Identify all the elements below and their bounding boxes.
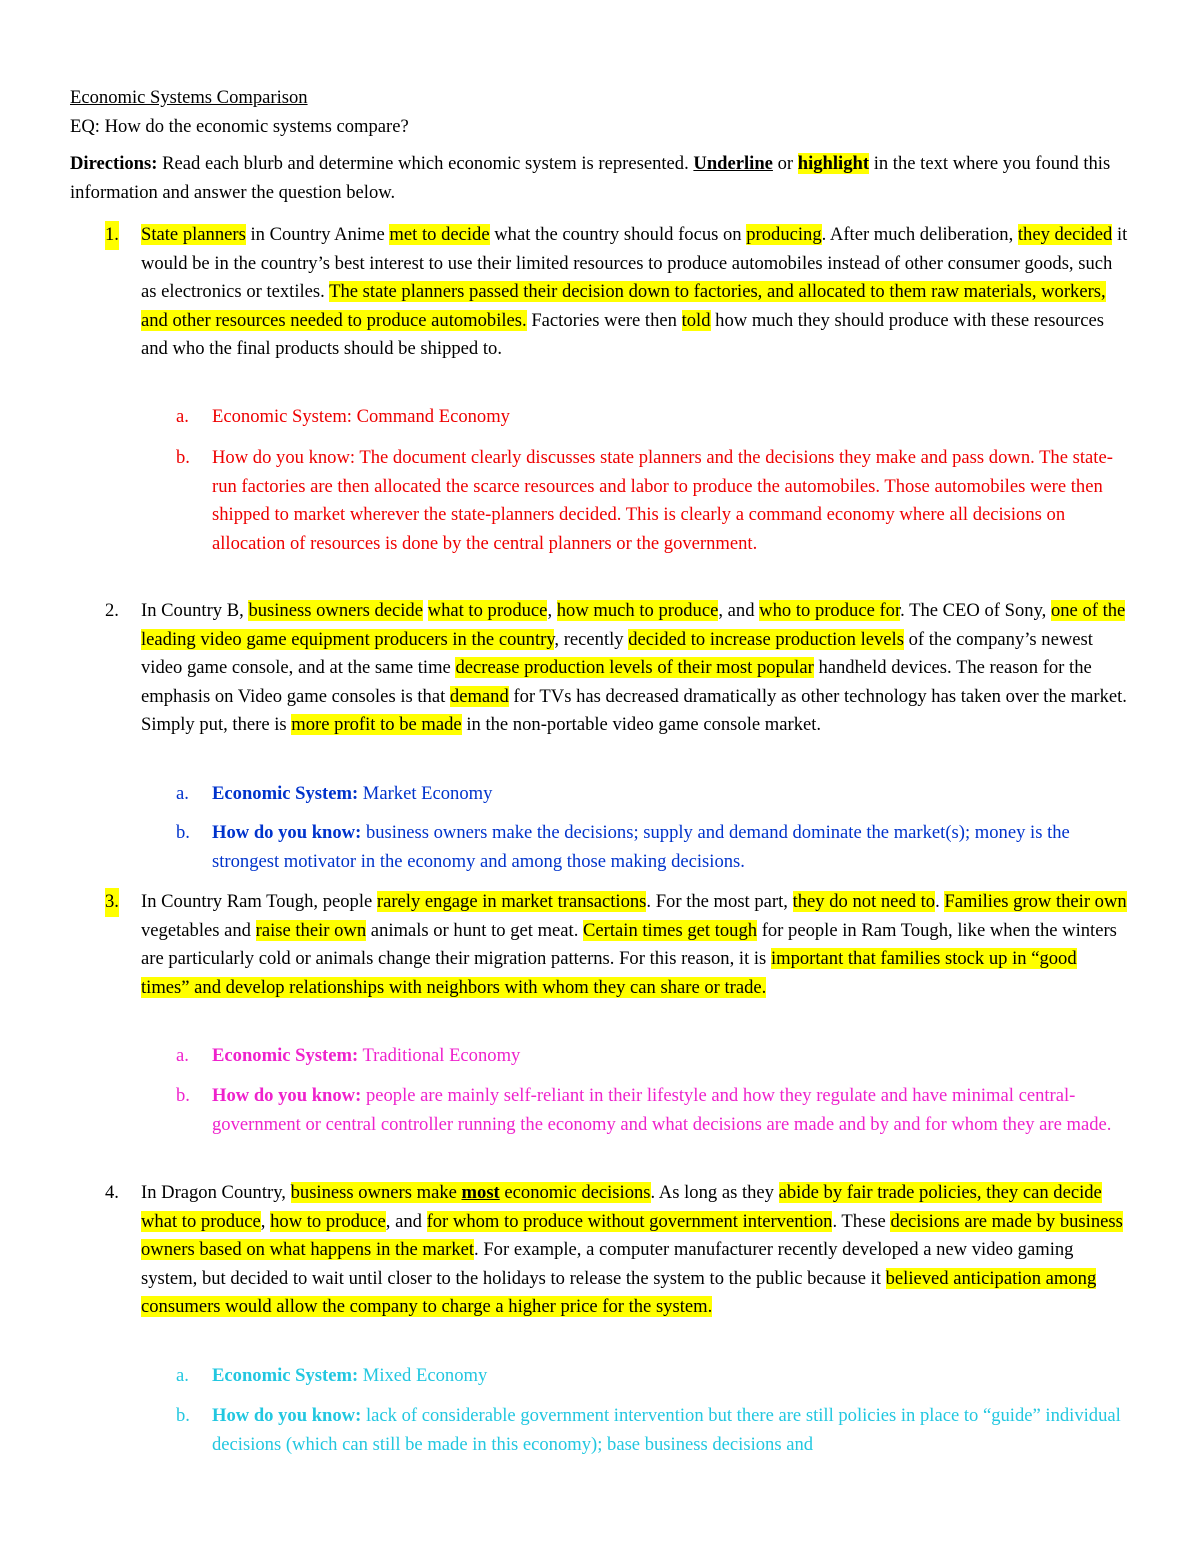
highlighted-text: they do not need to	[792, 891, 936, 912]
highlighted-text: how to produce	[270, 1210, 386, 1232]
passage-text: In Country B,	[141, 600, 249, 621]
highlighted-text: decrease production levels of their most popular	[455, 657, 814, 678]
highlighted-text: told	[681, 309, 711, 331]
highlighted-text: business owners decide	[248, 600, 423, 621]
underline-word: Underline	[693, 153, 773, 174]
answer-letter: b.	[176, 1085, 190, 1106]
answer-letter: a.	[176, 1045, 189, 1066]
passage-text: ,	[547, 600, 557, 621]
passage-text	[423, 600, 428, 621]
answer-text: Traditional Economy	[358, 1045, 521, 1066]
highlighted-text: who to produce for	[759, 600, 901, 621]
how-do-you-know-answer	[212, 819, 1127, 876]
highlighted-text: how much to produce	[556, 600, 719, 621]
highlighted-text: they decided	[1017, 224, 1113, 245]
highlighted-text: business owners make	[290, 1182, 462, 1203]
answer-letter: b.	[176, 822, 190, 843]
economic-system-answer	[212, 1362, 1127, 1391]
highlighted-text: economic decisions	[499, 1182, 651, 1203]
highlighted-text: met to decide	[389, 224, 490, 245]
answer-text: Mixed Economy	[358, 1365, 488, 1386]
economic-system-answer: Economic System: Command Economy	[212, 406, 510, 427]
highlighted-text: what to produce	[427, 600, 548, 621]
passage-text: . As long as they	[650, 1182, 779, 1203]
answer-label: Economic System:	[212, 1045, 359, 1066]
highlighted-text: without government intervention	[583, 1210, 833, 1232]
answer-letter: a.	[176, 406, 189, 427]
answer-text: business owners make the decisions; supply and demand dominate the market(s); money is the strongest motivator in the economy and among those making decisions.	[212, 822, 1070, 872]
highlighted-text: The state planners passed their decision down to factories, and allocated to them raw materials, workers, and other resources needed to produce automobiles.	[141, 281, 1106, 331]
question-3-passage	[141, 888, 1129, 1002]
passage-text: how much they should produce with these resources and who the final products should be shipped to.	[141, 309, 1104, 359]
passage-text: in the non-portable video game console market.	[461, 714, 822, 735]
passage-text: ,	[260, 1210, 271, 1232]
highlighted-text: raise their own	[255, 919, 367, 941]
passage-text: . For the most part,	[646, 891, 793, 912]
question-2-passage	[141, 597, 1129, 740]
answer-letter: b.	[176, 1405, 190, 1426]
question-number: 3.	[105, 888, 119, 917]
directions	[70, 150, 1130, 207]
passage-text: handheld devices. The reason for the emphasis on Video game consoles is that	[141, 657, 1092, 707]
highlighted-text: rarely engage in market transactions	[376, 891, 647, 912]
directions-text: Read each blurb and determine which economic system is represented.	[157, 153, 694, 174]
answer-letter: a.	[176, 1365, 189, 1386]
highlighted-text: abide by fair trade policies, they can decide what to produce	[141, 1182, 1102, 1232]
document-title: Economic Systems Comparison	[70, 87, 308, 108]
answer-label: How do you know:	[212, 822, 362, 843]
directions-text: or	[772, 153, 798, 174]
passage-text: Factories were then	[526, 309, 682, 331]
highlighted-text: Certain times get tough	[583, 919, 758, 941]
answer-text: people are mainly self-reliant in their lifestyle and how they regulate and have minimal central-government or central controller running the economy and what decisions are made and by and for whom they are made.	[212, 1085, 1112, 1135]
passage-text: in Country Anime	[245, 224, 390, 245]
answer-label: Economic System:	[212, 783, 359, 804]
highlighted-text: Families grow their own	[944, 891, 1127, 912]
question-4-passage	[141, 1179, 1129, 1322]
passage-text: . The CEO of Sony,	[900, 600, 1051, 621]
highlighted-text: decided to increase production levels	[628, 628, 904, 650]
highlighted-text: State planners	[141, 224, 246, 245]
economic-system-answer	[212, 780, 1127, 809]
directions-label: Directions:	[70, 153, 158, 174]
highlighted-text: for whom to produce	[426, 1210, 584, 1232]
answer-letter: a.	[176, 783, 189, 804]
highlighted-text: decisions are made by business owners based on what happens in the market	[141, 1210, 1123, 1260]
highlighted-text: one of the leading video game equipment producers in the country	[141, 600, 1126, 650]
answer-label: How do you know:	[212, 1405, 362, 1426]
economic-system-answer	[212, 1042, 1127, 1071]
passage-text: of the company’s newest video game console, and at the same time	[141, 628, 1093, 678]
passage-text: . For example, a computer manufacturer recently developed a new video gaming system, but decided to wait until closer to the holidays to release the system to the public because it	[141, 1239, 1074, 1289]
how-do-you-know-answer	[212, 1402, 1127, 1459]
directions-text: in the text where you found this information and answer the question below.	[70, 153, 1111, 203]
passage-text: . After much deliberation,	[821, 224, 1018, 245]
question-number: 1.	[105, 221, 119, 250]
answer-letter: b.	[176, 447, 190, 468]
passage-text: In Country Ram Tough, people	[141, 891, 377, 912]
question-1-passage	[141, 221, 1129, 364]
how-do-you-know-answer: How do you know: The document clearly discusses state planners and the decisions they make and pass down. The state-run factories are then allocated the scarce resources and labor to produce the automobiles. Those automobiles were then shipped to market wherever the state-planners decided. This is clearly a command economy where all decisions on allocation of resources is done by the central planners or the government.	[212, 447, 1113, 554]
passage-text: vegetables and	[141, 919, 256, 941]
passage-text: , recently	[554, 628, 629, 650]
passage-text: , and	[718, 600, 760, 621]
passage-text: what the country should focus on	[489, 224, 747, 245]
answer-label: Economic System:	[212, 1365, 359, 1386]
how-do-you-know-answer	[212, 1082, 1127, 1139]
highlight-word: highlight	[797, 153, 870, 174]
essential-question: EQ: How do the economic systems compare?	[70, 116, 409, 137]
question-number: 2.	[105, 600, 119, 621]
highlighted-text: more profit to be made	[291, 714, 462, 735]
highlighted-text: producing	[746, 224, 822, 245]
passage-text: it would be in the country’s best interest to use their limited resources to produce automobiles instead of other consumer goods, such as electronics or textiles.	[141, 224, 1128, 302]
passage-text: .	[935, 891, 945, 912]
passage-text: for people in Ram Tough, like when the winters are particularly cold or animals change their migration patterns. For this reason, it is	[141, 919, 1117, 969]
highlighted-text: demand	[449, 685, 509, 707]
highlighted-text: important that families stock up in “good times” and develop relationships with neighbors with whom they can share or trade.	[141, 948, 1077, 998]
passage-text: In Dragon Country,	[141, 1182, 291, 1203]
passage-text: . These	[832, 1210, 891, 1232]
question-number: 4.	[105, 1182, 119, 1203]
answer-text: lack of considerable government intervention but there are still policies in place to “guide” individual decisions (which can still be made in this economy); base business decisions and	[212, 1405, 1121, 1455]
highlighted-text: believed anticipation among consumers would allow the company to charge a higher price for the system.	[141, 1267, 1097, 1317]
passage-text: for TVs has decreased dramatically as other technology has taken over the market. Simply put, there is	[141, 685, 1127, 735]
passage-text: animals or hunt to get meat.	[366, 919, 584, 941]
answer-label: How do you know:	[212, 1085, 362, 1106]
passage-text: , and	[385, 1210, 427, 1232]
answer-text: Market Economy	[358, 783, 493, 804]
emphasized-word: most	[461, 1182, 500, 1203]
